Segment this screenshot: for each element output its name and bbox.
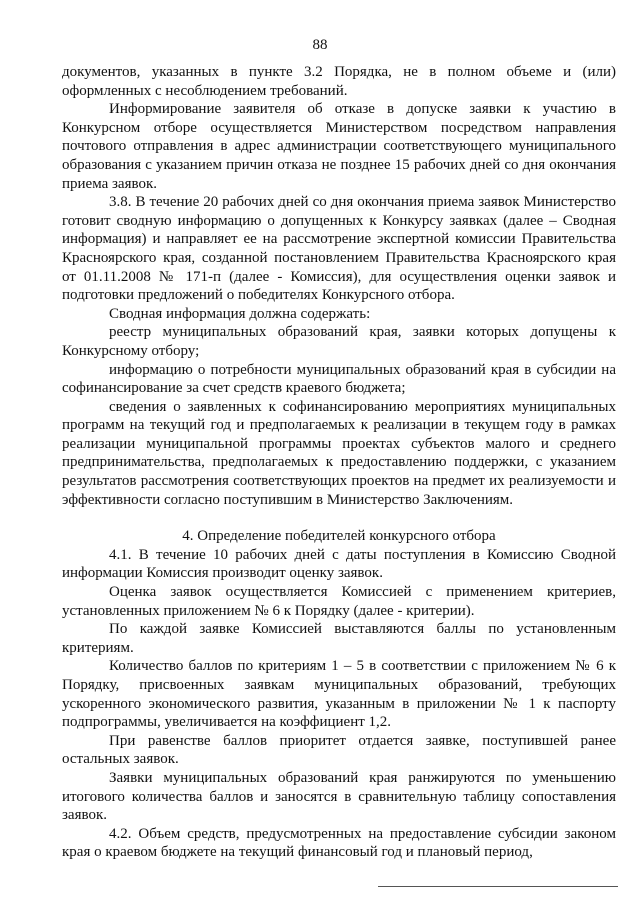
paragraph-priority: При равенстве баллов приоритет отдается заявке, поступившей ранее остальных заявок. <box>62 732 616 768</box>
list-item-subsidy-need: информацию о потребности муниципальных образований края в субсидии на софинансирование за счет средств краевого бюджета; <box>62 361 616 397</box>
paragraph-rejection-notice: Информирование заявителя об отказе в допуске заявки к участию в Конкурсном отборе осуществляется Министерством посредством направления почтового отправления в адрес администрации соответствующего муниципального образования с указанием причин отказа не позднее 15 рабочих дней со дня окончания приема заявок. <box>62 101 616 192</box>
paragraph-scoring: По каждой заявке Комиссией выставляются баллы по установленным критериям. <box>62 621 616 656</box>
list-item-registry: реестр муниципальных образований края, заявки которых допущены к Конкурсному отбору; <box>62 324 616 359</box>
paragraph-ranking: Заявки муниципальных образований края ранжируются по уменьшению итогового количества баллов и заносятся в сравнительную таблицу сопоставления заявок. <box>62 769 616 824</box>
paragraph-summary-intro: Сводная информация должна содержать: <box>109 305 371 322</box>
bottom-divider <box>378 886 618 887</box>
paragraph-3-8: 3.8. В течение 20 рабочих дней со дня окончания приема заявок Министерство готовит сводную информацию о допущенных к Конкурсу заявках (далее – Сводная информация) и направляет ее на рассмотрение экспертной комиссии Правительства Красноярского края, созданной постановлением Правительства Красноярского края от 01.11.2008 № 171-п (далее - Комиссия), для осуществления оценки заявок и подготовки предложений о победителях Конкурсного отбора. <box>62 194 616 304</box>
list-item-program-details: сведения о заявленных к софинансированию мероприятиях муниципальных программ на текущий год и предполагаемых к реализации в текущем году в рамках реализации муниципальной программы проектах субъектов малого и среднего предпринимательства, предполагаемых к предоставлению поддержки, с указанием результатов рассмотрения соответствующих проектов на предмет их реализуемости и эффективности согласно поступившим в Министерство Заключениям. <box>62 398 616 508</box>
page-number: 88 <box>312 37 328 53</box>
paragraph-4-2: 4.2. Объем средств, предусмотренных на предоставление субсидии законом края о краевом бюджете на текущий финансовый год и плановый период, <box>62 825 616 861</box>
paragraph-criteria: Оценка заявок осуществляется Комиссией с применением критериев, установленных приложением № 6 к Порядку (далее - критерии). <box>62 584 616 619</box>
section-heading-4: 4. Определение победителей конкурсного отбора <box>182 528 496 545</box>
paragraph-coefficient: Количество баллов по критериям 1 – 5 в соответствии с приложением № 6 к Порядку, присвоенных заявкам муниципальных образований, требующих ускоренного экономического развития, указанным в приложении № 1 к паспорту подпрограммы, увеличивается на коэффициент 1,2. <box>62 658 616 731</box>
paragraph-continuation: документов, указанных в пункте 3.2 Порядка, не в полном объеме и (или) оформленных с несоблюдением требований. <box>62 64 616 99</box>
document-body <box>62 63 616 862</box>
paragraph-4-1: 4.1. В течение 10 рабочих дней с даты поступления в Комиссию Сводной информации Комиссия производит оценку заявок. <box>62 546 616 582</box>
